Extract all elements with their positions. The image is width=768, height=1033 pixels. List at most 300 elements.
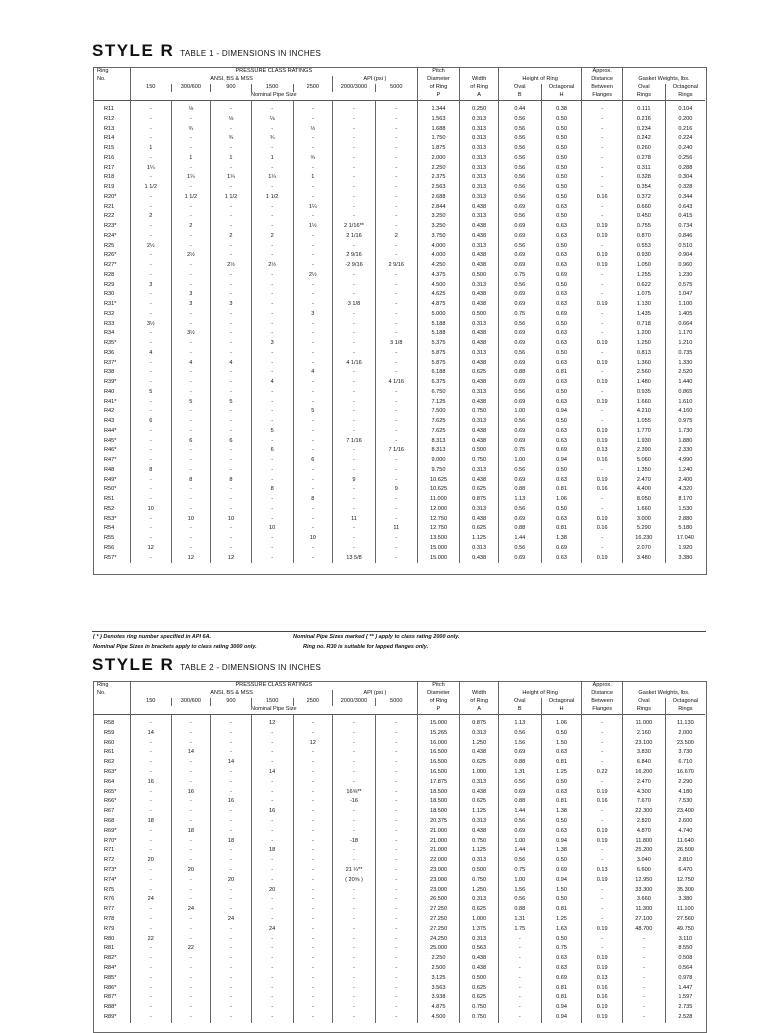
table-cell: 1¼ (171, 173, 211, 183)
ring-number-cell: R61 (104, 749, 115, 756)
table-cell: 0.875 (460, 495, 499, 505)
table-cell: - (251, 359, 293, 369)
table-cell: 0.88 (498, 524, 541, 534)
t2-header-width-of: of Ring (460, 698, 499, 706)
table-cell: 6 (293, 456, 333, 466)
header-width-of: of Ring (460, 84, 499, 92)
table-cell: - (211, 856, 252, 866)
table-row (93, 398, 705, 408)
table-cell: - (333, 281, 376, 291)
table-cell: - (375, 300, 417, 310)
table-cell: 1.250 (460, 739, 499, 749)
table-cell: 2 1/16 (333, 232, 376, 242)
table-cell: - (211, 446, 252, 456)
table-cell: 0.313 (460, 320, 499, 330)
table-cell: 0.69 (498, 222, 541, 232)
table-row (93, 807, 705, 817)
table-cell: 21.000 (417, 837, 460, 847)
table-cell: - (211, 993, 252, 1003)
table-cell: 0.63 (541, 232, 582, 242)
table-cell: - (333, 895, 376, 905)
table-cell: 4.375 (417, 271, 460, 281)
table-row (93, 193, 705, 203)
table-cell: 0.81 (541, 758, 582, 768)
ring-number-cell: R79 (104, 925, 115, 932)
table-cell: - (375, 144, 417, 154)
ring-number-cell: R51 (104, 496, 115, 503)
table-cell: 14 (171, 748, 211, 758)
table-cell: 0.69 (498, 378, 541, 388)
table-cell: - (251, 974, 293, 984)
t2-header-300: 300/600 (171, 698, 211, 706)
table-cell: - (622, 964, 665, 974)
t2-header-gasket-oval: Oval (622, 698, 665, 706)
table-cell: - (375, 368, 417, 378)
table-cell: 0.88 (498, 368, 541, 378)
table-cell: - (211, 768, 252, 778)
table-cell: - (293, 544, 333, 554)
table-cell: - (130, 105, 171, 115)
table-cell: 3.110 (665, 935, 705, 945)
table-cell: 0.19 (582, 251, 623, 261)
ring-number-cell: R31* (104, 301, 117, 308)
table2-subtitle: TABLE 2 - DIMENSIONS IN INCHES (180, 663, 322, 672)
table-cell: - (171, 739, 211, 749)
table-cell: - (130, 368, 171, 378)
table-cell: - (582, 817, 623, 827)
table-cell: 4.625 (417, 290, 460, 300)
table-cell: 0.344 (665, 193, 705, 203)
table-cell: 5 (251, 427, 293, 437)
table-cell: 11.000 (417, 495, 460, 505)
table-cell: 26.500 (665, 846, 705, 856)
table-cell: 3.125 (417, 974, 460, 984)
table-cell: - (333, 739, 376, 749)
table-cell: - (211, 954, 252, 964)
table-cell: - (171, 984, 211, 994)
ring-number-cell: R76 (104, 896, 115, 903)
table-row (93, 222, 705, 232)
table-cell: - (171, 368, 211, 378)
table-cell: 0.234 (622, 125, 665, 135)
table-cell: - (171, 144, 211, 154)
table-cell: - (375, 466, 417, 476)
table-cell: 1.44 (498, 807, 541, 817)
table-cell: - (171, 407, 211, 417)
table-cell: - (251, 729, 293, 739)
table-cell: 2.000 (665, 729, 705, 739)
table-cell: 20.375 (417, 817, 460, 827)
t2-header-2500: 2500 (293, 698, 333, 706)
table-cell: - (171, 895, 211, 905)
table-cell: - (211, 505, 252, 515)
table-cell: - (130, 954, 171, 964)
table-cell: 0.438 (460, 339, 499, 349)
table-cell: 0.288 (665, 164, 705, 174)
ring-number-cell: R80 (104, 935, 115, 942)
table-cell: - (375, 1013, 417, 1023)
table-cell: 0.313 (460, 895, 499, 905)
table-cell: - (293, 193, 333, 203)
table-cell: - (375, 788, 417, 798)
table-cell: - (333, 505, 376, 515)
table-cell: - (171, 534, 211, 544)
ring-number-cell: R45* (104, 437, 117, 444)
table-cell: 0.313 (460, 125, 499, 135)
table-cell: - (333, 729, 376, 739)
table-cell: - (333, 417, 376, 427)
table-cell: 1.563 (417, 115, 460, 125)
table-cell: 0.69 (498, 554, 541, 564)
table-cell: 2 1/16** (333, 222, 376, 232)
table-cell: 0.19 (582, 554, 623, 564)
table-cell: - (582, 173, 623, 183)
table-cell: - (622, 984, 665, 994)
table-cell: - (251, 837, 293, 847)
table-cell: 8.313 (417, 437, 460, 447)
table-row (93, 905, 705, 915)
table-cell: - (582, 778, 623, 788)
table-cell: - (582, 212, 623, 222)
table-cell: 1.38 (541, 807, 582, 817)
table-cell: - (333, 183, 376, 193)
table-cell: 25.000 (417, 944, 460, 954)
table-cell: - (375, 935, 417, 945)
table-cell: ¾ (171, 125, 211, 135)
table-cell: - (171, 388, 211, 398)
table-cell: 0.56 (498, 349, 541, 359)
table-cell: 0.313 (460, 164, 499, 174)
table-cell: - (375, 193, 417, 203)
table-cell: 6 (251, 446, 293, 456)
table-cell: - (171, 427, 211, 437)
table-cell: - (375, 944, 417, 954)
table-cell: 17.875 (417, 778, 460, 788)
note-class-2000: Nominal Pipe Sizes marked ( ** ) apply to class rating 2000 only. (293, 634, 460, 640)
table-cell: - (130, 866, 171, 876)
table-cell: 0.216 (665, 125, 705, 135)
table-cell: 2.520 (665, 368, 705, 378)
table-cell: 3.380 (665, 554, 705, 564)
table-cell: - (582, 915, 623, 925)
t2-header-150: 150 (130, 698, 171, 706)
table-cell: 1.530 (665, 505, 705, 515)
ring-number-cell: R12 (104, 115, 115, 122)
table-cell: 8 (171, 476, 211, 486)
table-cell: 5 (171, 398, 211, 408)
table-cell: - (375, 758, 417, 768)
table-cell: - (293, 105, 333, 115)
table-cell: - (622, 1013, 665, 1023)
table-cell: 0.69 (498, 476, 541, 486)
table-row (93, 788, 705, 798)
table-cell: - (293, 866, 333, 876)
table-cell: 1.447 (665, 984, 705, 994)
table-cell: - (130, 886, 171, 896)
table-row (93, 105, 705, 115)
table-cell: 22 (130, 935, 171, 945)
table-cell: - (582, 895, 623, 905)
table-cell: - (582, 935, 623, 945)
table-cell: - (211, 817, 252, 827)
table-cell: 0.750 (460, 837, 499, 847)
table-cell: - (171, 797, 211, 807)
table-cell: - (171, 320, 211, 330)
table-cell: 0.625 (460, 905, 499, 915)
table-cell: 0.19 (582, 1013, 623, 1023)
table-row (93, 261, 705, 271)
ring-number-cell: R60 (104, 739, 115, 746)
table-cell: - (375, 778, 417, 788)
table-cell: - (293, 144, 333, 154)
table-cell: 0.69 (541, 866, 582, 876)
table-cell: - (582, 290, 623, 300)
t2-header-h: H (541, 706, 582, 715)
table-cell: - (375, 554, 417, 564)
table-cell: 0.63 (541, 788, 582, 798)
ring-number-cell: R65* (104, 788, 117, 795)
table-cell: - (293, 993, 333, 1003)
table-cell: - (293, 944, 333, 954)
table-cell: 4.300 (622, 788, 665, 798)
table-cell: - (293, 212, 333, 222)
table-cell: 0.313 (460, 729, 499, 739)
table-cell: - (375, 437, 417, 447)
table-cell: - (251, 203, 293, 213)
header-diameter: Diameter (417, 76, 460, 84)
table-cell: 2½ (251, 261, 293, 271)
table-cell: - (130, 310, 171, 320)
table-cell: - (333, 173, 376, 183)
table-row (93, 846, 705, 856)
table-cell: 0.50 (541, 935, 582, 945)
table-cell: 0.88 (498, 905, 541, 915)
table-cell: 5 (130, 388, 171, 398)
table-cell: 2.880 (665, 515, 705, 525)
table-cell: - (251, 544, 293, 554)
table-cell: 1.44 (498, 846, 541, 856)
ring-number-cell: R63* (104, 769, 117, 776)
table-cell: 0.94 (541, 837, 582, 847)
t2-header-diameter: Diameter (417, 690, 460, 698)
ring-number-cell: R55 (104, 535, 115, 542)
header-api: API (psi ) (333, 76, 418, 84)
table-cell: 0.875 (460, 719, 499, 729)
table-cell: 0.508 (665, 954, 705, 964)
table-cell: 0.63 (541, 437, 582, 447)
table-cell: 4 1/16 (375, 378, 417, 388)
table-row (93, 310, 705, 320)
table-cell: - (251, 495, 293, 505)
table-cell: 1 (251, 154, 293, 164)
table-cell: 0.63 (541, 748, 582, 758)
table-cell: 0.313 (460, 349, 499, 359)
table-cell: 0.313 (460, 817, 499, 827)
table-cell: - (130, 846, 171, 856)
table-cell: 21 ¼** (333, 866, 376, 876)
table-cell: 0.750 (460, 876, 499, 886)
table-cell: 0.438 (460, 964, 499, 974)
table-cell: - (333, 144, 376, 154)
table-cell: - (293, 974, 333, 984)
table-cell: - (333, 974, 376, 984)
table-cell: 4 (293, 368, 333, 378)
ring-number-cell: R21 (104, 203, 115, 210)
table-cell: 1.880 (665, 437, 705, 447)
table-cell: 0.930 (622, 251, 665, 261)
ring-number-cell: R20* (104, 193, 117, 200)
table-cell: 18 (130, 817, 171, 827)
table-cell: - (375, 954, 417, 964)
table-cell: - (130, 974, 171, 984)
table-cell: - (171, 339, 211, 349)
table-cell: 16.500 (417, 748, 460, 758)
table-cell: - (375, 1003, 417, 1013)
table-cell: - (293, 515, 333, 525)
table-cell: 8 (251, 485, 293, 495)
table-cell: - (375, 125, 417, 135)
table-cell: - (130, 758, 171, 768)
table-cell: - (211, 427, 252, 437)
table-cell: - (211, 329, 252, 339)
table-cell: 0.313 (460, 242, 499, 252)
table-cell: - (211, 846, 252, 856)
table-cell: - (211, 222, 252, 232)
table-cell: - (211, 339, 252, 349)
table-cell: - (375, 895, 417, 905)
table-cell: 8.050 (622, 495, 665, 505)
table-row (93, 164, 705, 174)
table-cell: - (333, 290, 376, 300)
table-row (93, 758, 705, 768)
table-cell: 13 5/8 (333, 554, 376, 564)
ring-number-cell: R27* (104, 262, 117, 269)
table-cell: - (375, 925, 417, 935)
table-cell: 0.104 (665, 105, 705, 115)
table-row (93, 339, 705, 349)
table-cell: - (333, 388, 376, 398)
table-cell: 27.560 (665, 915, 705, 925)
table-cell: 0.200 (665, 115, 705, 125)
table-cell: 11 (333, 515, 376, 525)
table-row (93, 837, 705, 847)
table-cell: - (375, 876, 417, 886)
table-cell: - (211, 905, 252, 915)
table-cell: 0.88 (498, 758, 541, 768)
table-cell: - (293, 329, 333, 339)
table-cell: 0.500 (460, 866, 499, 876)
table-cell: 16.230 (622, 534, 665, 544)
table-cell: - (251, 183, 293, 193)
table-cell: 1.230 (665, 271, 705, 281)
table-cell: - (375, 359, 417, 369)
table-cell: 0.750 (460, 456, 499, 466)
ring-number-cell: R15 (104, 145, 115, 152)
table-cell: - (293, 886, 333, 896)
table-cell: - (375, 281, 417, 291)
t2-header-of-ring: of Ring (417, 698, 460, 706)
table-cell: - (582, 417, 623, 427)
table-cell: 3.480 (622, 554, 665, 564)
table-cell: 1.25 (541, 915, 582, 925)
table-cell: - (130, 427, 171, 437)
table-row (93, 1003, 705, 1013)
table-cell: 0.50 (541, 895, 582, 905)
table-cell: - (333, 485, 376, 495)
table-cell: - (582, 905, 623, 915)
table-cell: 2.500 (417, 964, 460, 974)
table-cell: - (375, 183, 417, 193)
table-cell: 0.50 (541, 856, 582, 866)
table-cell: 0.69 (498, 398, 541, 408)
table-cell: - (333, 758, 376, 768)
table-cell: - (251, 788, 293, 798)
table-cell: 0.750 (460, 1013, 499, 1023)
table-cell: - (130, 222, 171, 232)
table-cell: 0.625 (460, 758, 499, 768)
table-cell: - (375, 729, 417, 739)
table-cell: - (251, 954, 293, 964)
table-cell: - (130, 398, 171, 408)
table-cell: - (130, 115, 171, 125)
table-row (93, 524, 705, 534)
table-cell: - (211, 524, 252, 534)
table-cell: 0.438 (460, 359, 499, 369)
table-cell: 0.19 (582, 222, 623, 232)
table-cell: 1 1/2 (171, 193, 211, 203)
table-cell: 0.438 (460, 378, 499, 388)
table-cell: - (211, 349, 252, 359)
table-cell: 2.250 (417, 954, 460, 964)
table-cell: - (582, 329, 623, 339)
table-cell: 8 (130, 466, 171, 476)
table-cell: 24.250 (417, 935, 460, 945)
table-cell: 0.960 (665, 261, 705, 271)
table-cell: 0.50 (541, 144, 582, 154)
ring-number-cell: R23* (104, 223, 117, 230)
header-nps: Nominal Pipe Size (130, 92, 417, 101)
table-cell: - (211, 417, 252, 427)
table-cell: - (375, 846, 417, 856)
table-cell: 2 (130, 212, 171, 222)
table-cell: 1 (211, 154, 252, 164)
table-cell: - (293, 261, 333, 271)
table-cell: - (293, 339, 333, 349)
ring-number-cell: R39* (104, 379, 117, 386)
table-row (93, 1013, 705, 1023)
table-cell: 12.750 (417, 524, 460, 534)
ring-number-cell: R11 (104, 106, 114, 113)
table-cell: 16.500 (417, 768, 460, 778)
table-cell: - (582, 144, 623, 154)
table-cell: 4.500 (417, 281, 460, 291)
table-cell: 1.00 (498, 407, 541, 417)
table-cell: - (293, 417, 333, 427)
table-cell: 0.63 (541, 300, 582, 310)
table-cell: - (251, 817, 293, 827)
table-cell: 0.563 (460, 944, 499, 954)
table-cell: - (171, 115, 211, 125)
table-cell: ¾ (211, 134, 252, 144)
notes (93, 634, 713, 654)
table-cell: - (293, 505, 333, 515)
table-cell: - (375, 222, 417, 232)
table-cell: 0.69 (541, 446, 582, 456)
t2-header-pitch: Pitch (417, 682, 460, 690)
table-cell: 0.438 (460, 748, 499, 758)
table-cell: - (333, 778, 376, 788)
table-cell: 0.88 (498, 797, 541, 807)
